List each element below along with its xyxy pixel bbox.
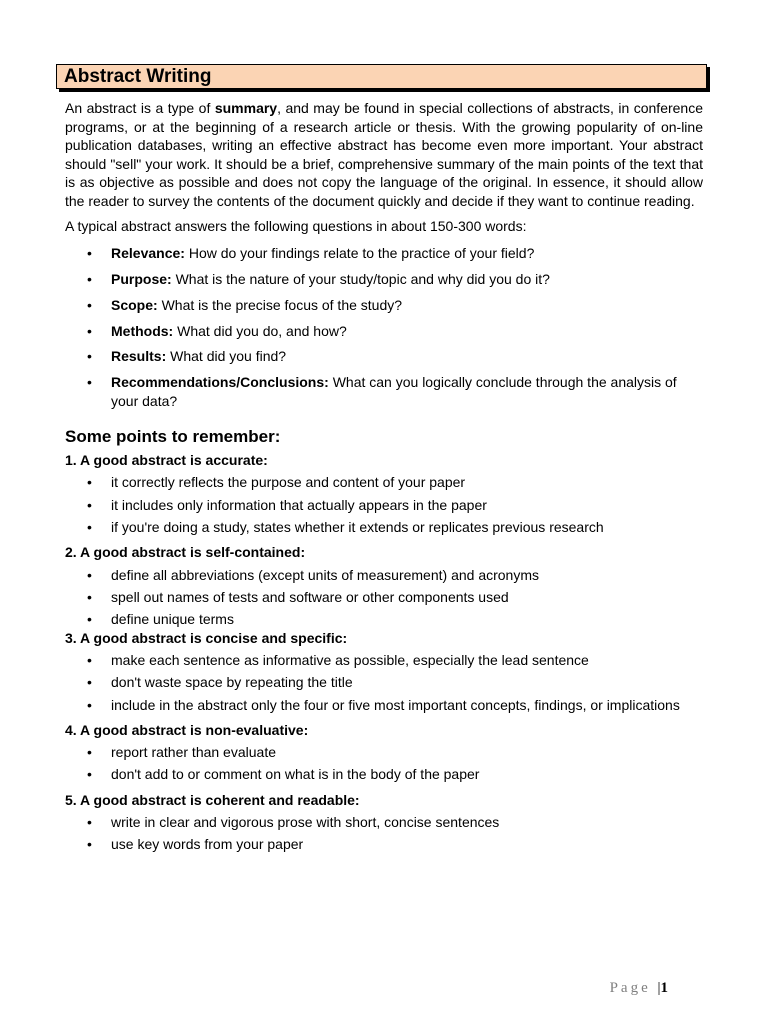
list-item (65, 347, 703, 366)
point-list (65, 566, 703, 629)
list-item (65, 322, 703, 341)
question-text: What is the precise focus of the study? (157, 296, 403, 313)
question-text: What is the nature of your study/topic and why did you do it? (171, 270, 550, 287)
bullet-icon: • (87, 651, 92, 668)
list-item (65, 566, 703, 584)
title-banner (56, 64, 707, 89)
list-item (65, 743, 703, 761)
point-item-text: it includes only information that actually appears in the paper (111, 496, 487, 513)
typical-paragraph: A typical abstract answers the following questions in about 150-300 words: (65, 217, 527, 234)
page-title: Abstract Writing (64, 66, 212, 87)
point-list (65, 473, 703, 536)
question-text: What can you logically conclude through the analysis of your data? (111, 374, 677, 409)
list-item (65, 610, 703, 628)
list-item (65, 835, 703, 853)
point-item-text: use key words from your paper (111, 836, 304, 853)
question-label: Purpose: (111, 270, 172, 287)
point-item-text: write in clear and vigorous prose with short, concise sentences (111, 813, 500, 830)
list-item (65, 765, 703, 783)
list-item (65, 270, 703, 289)
list-item (65, 244, 703, 263)
point-item-text: if you're doing a study, states whether it extends or replicates previous research (111, 519, 604, 536)
point-item-text: don't add to or comment on what is in the body of the paper (111, 766, 480, 783)
point-item-text: it correctly reflects the purpose and content of your paper (111, 474, 466, 491)
point-title: 3. A good abstract is concise and specific: (65, 629, 348, 646)
list-item (65, 673, 703, 691)
question-text: How do your findings relate to the practice of your field? (184, 245, 535, 262)
point-title: 1. A good abstract is accurate: (65, 452, 268, 469)
point-title: 2. A good abstract is self-contained: (65, 544, 306, 561)
bullet-icon: • (87, 348, 92, 365)
bullet-icon: • (87, 743, 92, 760)
bullet-icon: • (87, 245, 92, 262)
bullet-icon: • (87, 322, 92, 339)
list-item (65, 651, 703, 669)
point-list (65, 651, 703, 714)
intro-paragraph (65, 99, 703, 211)
question-label: Scope: (111, 296, 158, 313)
document-body (65, 99, 703, 860)
question-label: Methods: (111, 322, 174, 339)
page-separator: | (657, 980, 661, 996)
point-item-text: define all abbreviations (except units of measurement) and acronyms (111, 566, 539, 583)
bullet-icon: • (87, 566, 92, 583)
page-number: 1 (660, 980, 668, 996)
point-item-text: make each sentence as informative as possible, especially the lead sentence (111, 651, 589, 668)
bullet-icon: • (87, 296, 92, 313)
point-title: 4. A good abstract is non-evaluative: (65, 721, 309, 738)
question-text: What did you find? (166, 348, 287, 365)
point-list (65, 813, 703, 854)
page-footer (610, 980, 668, 997)
bullet-icon: • (87, 674, 92, 691)
list-item (65, 518, 703, 536)
bullet-icon: • (87, 611, 92, 628)
list-item (65, 588, 703, 606)
point-item-text: report rather than evaluate (111, 743, 276, 760)
intro-text-before: An abstract is a type of (65, 100, 215, 116)
page-word: Page (609, 980, 651, 996)
bullet-icon: • (87, 813, 92, 830)
bullet-icon: • (87, 519, 92, 536)
list-item (65, 373, 703, 410)
point-item-text: define unique terms (111, 611, 234, 628)
list-item (65, 696, 703, 714)
bullet-icon: • (87, 766, 92, 783)
bullet-icon: • (87, 496, 92, 513)
question-text: What did you do, and how? (173, 322, 347, 339)
question-label: Results: (111, 348, 167, 365)
intro-text-after: , and may be found in special collections of abstracts, in conference programs, or at the beginning of a research article or thesis. With the growing popularity of on-line publication databases, writing an effective abstract has become even more important. Your abstract should "sell" your work. It should be a brief, comprehensive summary of the main points of the text that is as objective as possible and does not copy the language of the original. In essence, it should allow the reader to survey the contents of the document quickly and decide if they want to continue reading. (65, 100, 704, 209)
bullet-icon: • (87, 836, 92, 853)
point-list (65, 743, 703, 784)
list-item (65, 813, 703, 831)
bullet-icon: • (87, 474, 92, 491)
list-item (65, 473, 703, 491)
point-item-text: include in the abstract only the four or five most important concepts, findings, or implications (111, 696, 680, 713)
list-item (65, 296, 703, 315)
questions-list (65, 244, 703, 410)
question-label: Recommendations/Conclusions: (111, 374, 329, 391)
bullet-icon: • (87, 374, 92, 391)
point-title: 5. A good abstract is coherent and readable: (65, 791, 360, 808)
point-item-text: don't waste space by repeating the title (111, 674, 353, 691)
points-heading: Some points to remember: (65, 427, 281, 447)
bullet-icon: • (87, 696, 92, 713)
question-label: Relevance: (111, 245, 185, 262)
intro-text-bold: summary (214, 100, 278, 116)
bullet-icon: • (87, 589, 92, 605)
bullet-icon: • (87, 270, 92, 287)
list-item (65, 496, 703, 514)
point-item-text: spell out names of tests and software or other components used (111, 589, 509, 605)
